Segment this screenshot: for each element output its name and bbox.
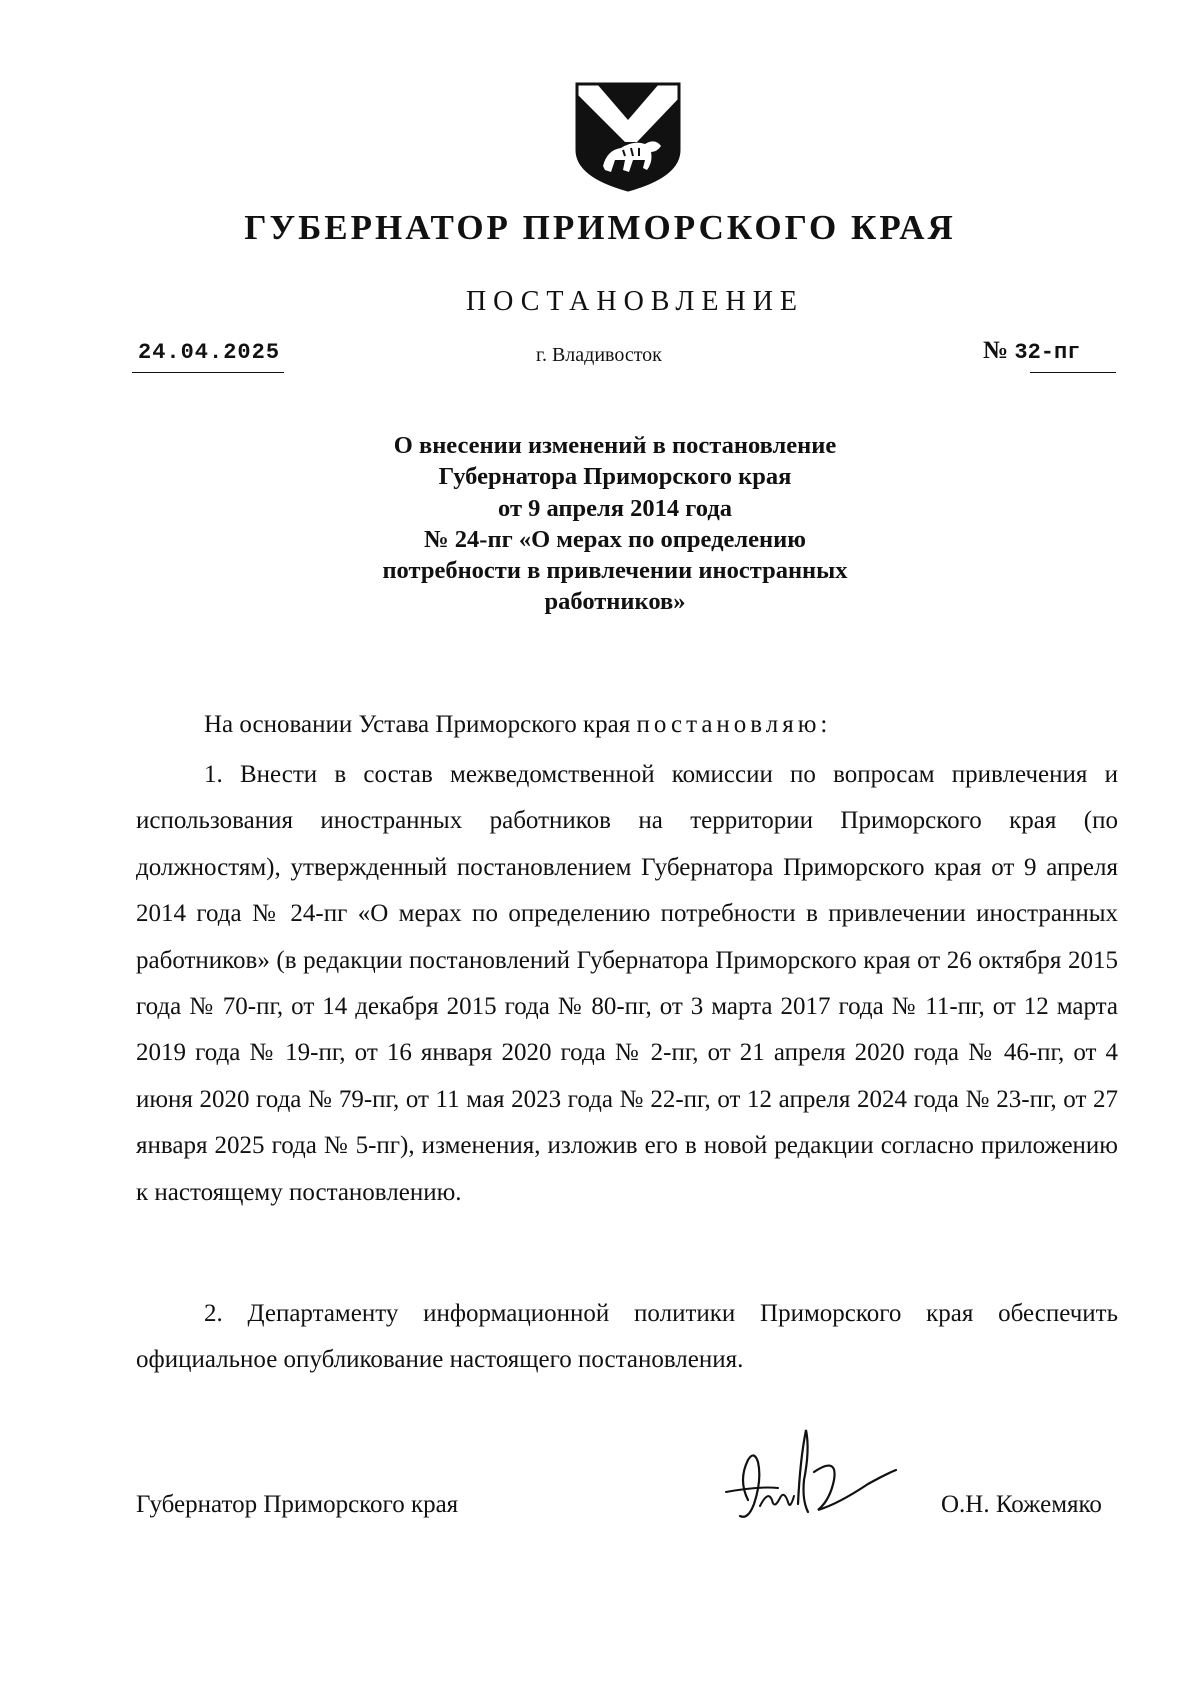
handwritten-signature <box>718 1420 908 1540</box>
number-prefix: № <box>983 337 1009 364</box>
intro-text: На основании Устава Приморского края <box>204 711 631 738</box>
issuer-title: ГУБЕРНАТОР ПРИМОРСКОГО КРАЯ <box>244 208 956 247</box>
document-subject <box>200 430 1030 618</box>
subject-line: потребности в привлечении иностранных <box>382 557 848 585</box>
subject-line: Губернатора Приморского края <box>438 463 792 491</box>
document-number <box>983 337 1080 365</box>
paragraph-2: 2. Департаменту информационной политики Приморского края обеспечить официальное опубликование настоящего постановления. <box>136 1300 1118 1374</box>
signer-title: Губернатор Приморского края <box>136 1491 459 1518</box>
signer-name: О.Н. Кожемяко <box>941 1491 1102 1518</box>
subject-line: от 9 апреля 2014 года <box>498 494 732 522</box>
intro-paragraph <box>136 702 1118 748</box>
subject-line: О внесении изменений в постановление <box>393 432 837 459</box>
document-city: г. Владивосток <box>536 344 662 366</box>
date-underline <box>132 372 284 373</box>
subject-line: № 24-пг «О мерах по определению <box>424 525 806 553</box>
document-type: ПОСТАНОВЛЕНИЕ <box>465 286 805 317</box>
document-date: 24.04.2025 <box>138 340 281 365</box>
intro-keyword: постановляю: <box>636 711 832 738</box>
subject-line: работников» <box>544 588 686 616</box>
coat-of-arms-icon <box>573 80 683 192</box>
paragraph-1: 1. Внести в состав межведомственной комиссии по вопросам привлечения и использования иностранных работников на территории Приморского края (по должностям), утвержденный постановлением Губернатора Приморского края от 9 апреля 2014 года № 24-пг «О мерах по определению потребности в привлечении иностранных работников» (в редакции постановлений Губернатора Приморского края от 26 октября 2015 года № 70-пг, от 14 декабря 2015 года № 80-пг, от 3 марта 2017 года № 11-пг, от 12 марта 2019 года № 19-пг, от 16 января 2020 года № 2-пг, от 21 апреля 2020 года № 46-пг, от 4 июня 2020 года № 79-пг, от 11 мая 2023 года № 22-пг, от 12 апреля 2024 года № 23-пг, от 27 января 2025 года № 5-пг), изменения, изложив его в новой редакции согласно приложению к настоящему постановлению. <box>136 761 1118 1206</box>
number-value: 32-пг <box>1014 340 1081 365</box>
number-underline <box>1030 372 1116 373</box>
